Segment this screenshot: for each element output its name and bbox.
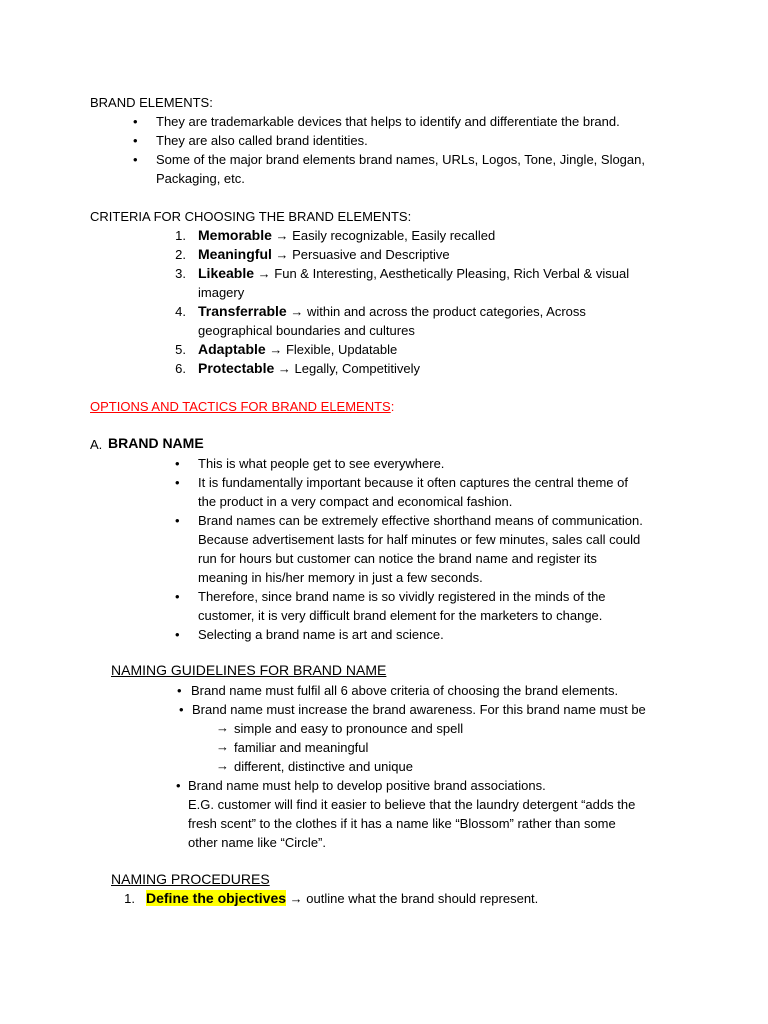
criteria-item <box>198 245 450 264</box>
bullet: • <box>177 683 182 698</box>
bullet: • <box>175 513 180 528</box>
criteria-term: Transferrable <box>198 303 287 319</box>
arrow-right-icon: → <box>290 304 304 319</box>
list-number: 5. <box>175 342 186 357</box>
naming-guidelines-heading: NAMING GUIDELINES FOR BRAND NAME <box>111 662 387 678</box>
list-item-continuation: meaning in his/her memory in just a few seconds. <box>198 570 483 585</box>
list-item: Brand name must help to develop positive brand associations. <box>188 778 546 793</box>
list-item: Some of the major brand elements brand names, URLs, Logos, Tone, Jingle, Slogan, <box>156 152 645 167</box>
criteria-item <box>198 264 629 283</box>
bullet: • <box>133 152 138 167</box>
bullet: • <box>175 456 180 471</box>
procedure-term: Define the objectives <box>146 890 287 906</box>
brand-name-heading: BRAND NAME <box>108 435 204 451</box>
arrow-right-icon: → <box>289 891 303 906</box>
criteria-desc: Fun & Interesting, Aesthetically Pleasing, Rich Verbal & visual <box>274 266 630 281</box>
criteria-desc: Flexible, Updatable <box>285 342 398 357</box>
arrow-right-icon: → <box>277 361 291 376</box>
criteria-item <box>198 340 397 359</box>
arrow-right-icon: → <box>216 758 229 773</box>
sub-item: familiar and meaningful <box>234 740 369 755</box>
list-number: 2. <box>175 247 186 262</box>
options-colon: : <box>390 399 395 414</box>
list-item-continuation: fresh scent” to the clothes if it has a name like “Blossom” rather than some <box>188 816 616 831</box>
criteria-term: Protectable <box>198 360 275 376</box>
criteria-term: Meaningful <box>198 246 272 262</box>
bullet: • <box>176 778 181 793</box>
list-item: They are also called brand identities. <box>156 133 368 148</box>
list-item: Brand name must increase the brand awareness. For this brand name must be <box>192 702 646 717</box>
list-item: Brand name must fulfil all 6 above criteria of choosing the brand elements. <box>191 683 619 698</box>
arrow-right-icon: → <box>269 342 283 357</box>
arrow-right-icon: → <box>216 720 229 735</box>
list-item: This is what people get to see everywhere. <box>198 456 445 471</box>
list-item-continuation: Packaging, etc. <box>156 171 245 186</box>
criteria-item <box>198 359 420 378</box>
list-item: It is fundamentally important because it often captures the central theme of <box>198 475 628 490</box>
bullet: • <box>175 475 180 490</box>
criteria-desc: within and across the product categories, Across <box>306 304 586 319</box>
arrow-right-icon: → <box>216 739 229 754</box>
list-number: 1. <box>124 891 135 906</box>
list-number: 3. <box>175 266 186 281</box>
arrow-right-icon: → <box>257 266 271 281</box>
bullet: • <box>175 627 180 642</box>
list-number: 4. <box>175 304 186 319</box>
criteria-item <box>198 226 495 245</box>
bullet: • <box>133 133 138 148</box>
criteria-term: Adaptable <box>198 341 266 357</box>
options-heading-line <box>90 397 394 416</box>
bullet: • <box>133 114 138 129</box>
procedure-item <box>146 889 538 908</box>
list-number: 6. <box>175 361 186 376</box>
criteria-item <box>198 302 586 321</box>
list-item: Therefore, since brand name is so vividly registered in the minds of the <box>198 589 606 604</box>
section-letter: A. <box>90 437 103 452</box>
list-item: Brand names can be extremely effective shorthand means of communication. <box>198 513 643 528</box>
list-item-continuation: the product in a very compact and economical fashion. <box>198 494 513 509</box>
criteria-desc-continuation: imagery <box>198 285 245 300</box>
naming-procedures-heading: NAMING PROCEDURES <box>111 871 270 887</box>
brand-elements-heading: BRAND ELEMENTS: <box>90 95 213 110</box>
list-item-continuation: other name like “Circle”. <box>188 835 326 850</box>
list-item-continuation: E.G. customer will find it easier to believe that the laundry detergent “adds the <box>188 797 636 812</box>
list-item: Selecting a brand name is art and science. <box>198 627 444 642</box>
criteria-term: Memorable <box>198 227 272 243</box>
list-number: 1. <box>175 228 186 243</box>
criteria-heading: CRITERIA FOR CHOOSING THE BRAND ELEMENTS: <box>90 209 412 224</box>
criteria-desc-continuation: geographical boundaries and cultures <box>198 323 415 338</box>
criteria-desc: Easily recognizable, Easily recalled <box>292 228 496 243</box>
criteria-desc: Legally, Competitively <box>294 361 420 376</box>
list-item-continuation: Because advertisement lasts for half minutes or few minutes, sales call could <box>198 532 641 547</box>
criteria-term: Likeable <box>198 265 255 281</box>
sub-item: simple and easy to pronounce and spell <box>234 721 464 736</box>
bullet: • <box>179 702 184 717</box>
sub-item: different, distinctive and unique <box>234 759 413 774</box>
bullet: • <box>175 589 180 604</box>
criteria-desc: Persuasive and Descriptive <box>292 247 450 262</box>
procedure-desc: outline what the brand should represent. <box>306 891 539 906</box>
list-item-continuation: customer, it is very difficult brand element for the marketers to change. <box>198 608 603 623</box>
arrow-right-icon: → <box>275 228 289 243</box>
list-item-continuation: run for hours but customer can notice the brand name and register its <box>198 551 597 566</box>
arrow-right-icon: → <box>275 247 289 262</box>
options-heading: OPTIONS AND TACTICS FOR BRAND ELEMENTS <box>90 399 391 414</box>
list-item: They are trademarkable devices that helps to identify and differentiate the brand. <box>156 114 620 129</box>
